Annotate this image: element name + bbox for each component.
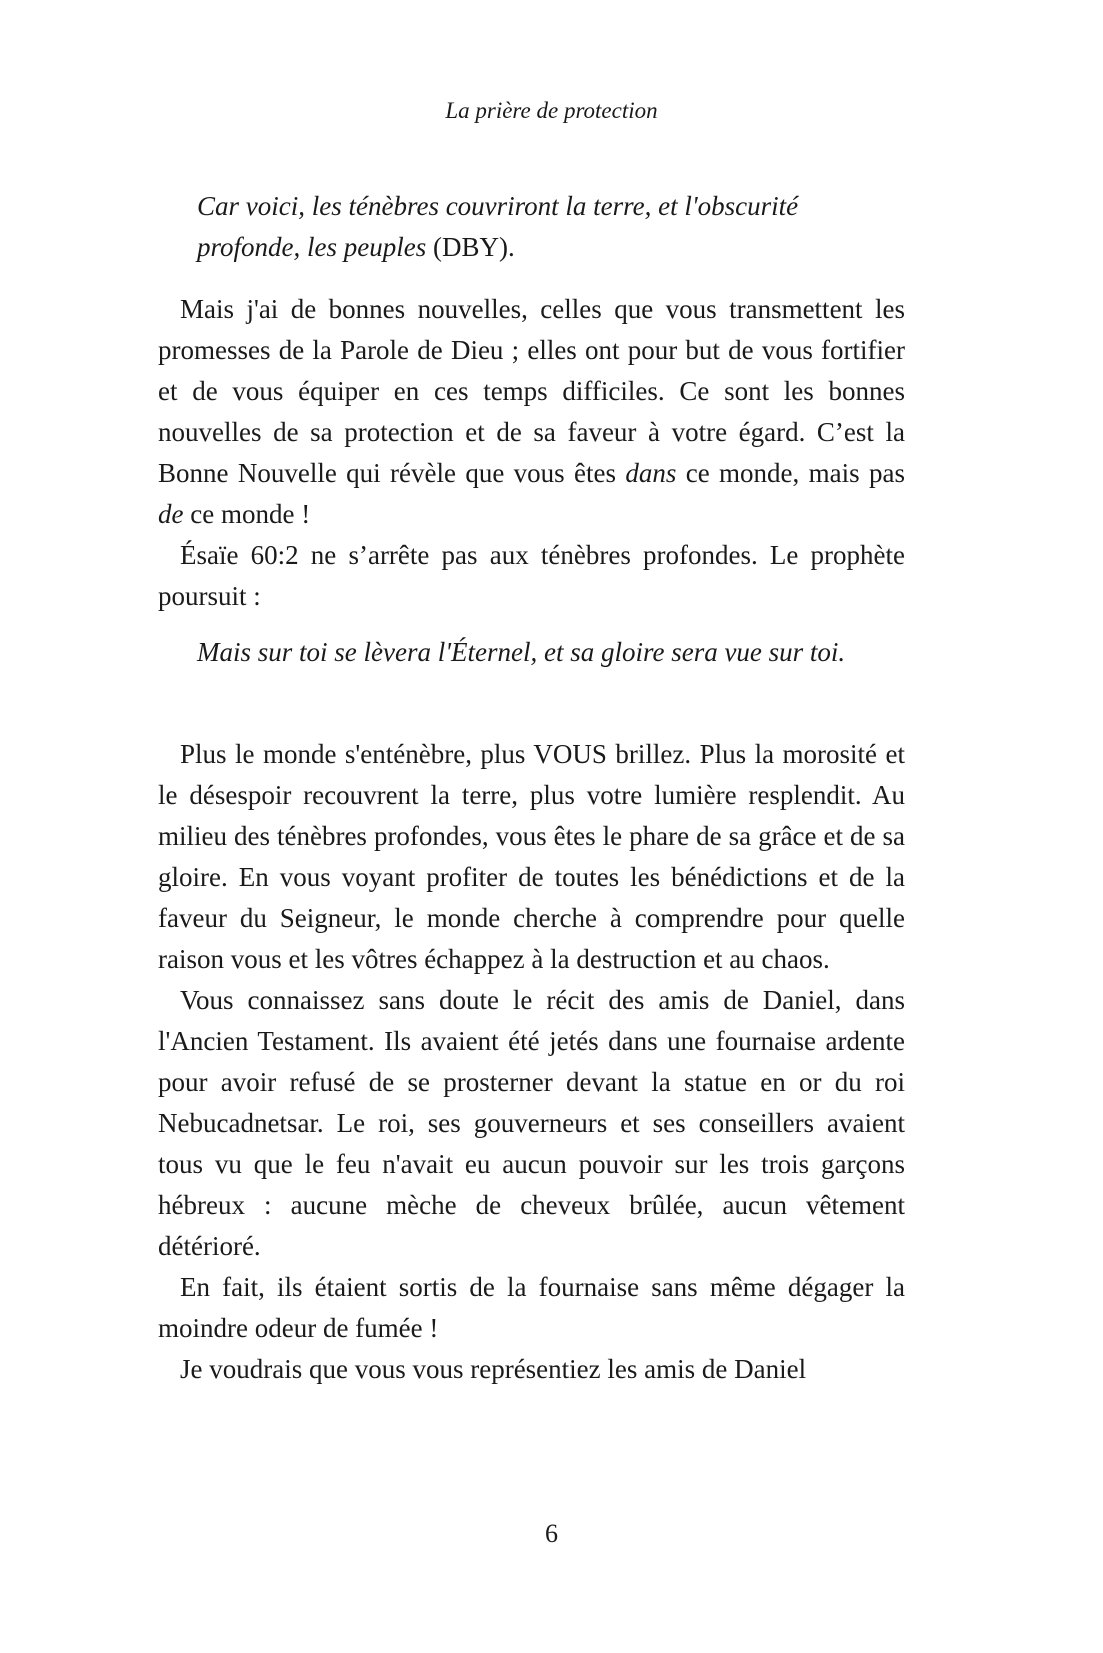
paragraph: Plus le monde s'enténèbre, plus VOUS brillez. Plus la morosité et le désespoir recouvrent la terre, plus votre lumière resplendit. Au milieu des ténèbres profondes, vous êtes le phare de sa grâce et de sa gloire. En vous voyant profiter de toutes les bénédictions et de la faveur du Seigneur, le monde cherche à comprendre pour quelle raison vous et les vôtres échappez à la destruction et au chaos. [158, 739, 905, 974]
body-block-1 [158, 289, 905, 617]
emphasis: de [158, 499, 184, 529]
quote-source: (DBY). [426, 232, 515, 262]
page-number: 6 [545, 1519, 558, 1548]
paragraph-text: Mais j'ai de bonnes nouvelles, celles que vous transmettent les promesses de la Parole de Dieu ; elles ont pour but de vous fortifier et de vous équiper en ces temps difficiles. Ce sont les bonnes nouvelles de sa protection et de sa faveur à votre égard. C’est la Bonne Nouvelle qui révèle que vous êtes [158, 294, 905, 488]
scripture-quote-2: Mais sur toi se lèvera l'Éternel, et sa gloire sera vue sur toi. [197, 637, 846, 667]
paragraph: Vous connaissez sans doute le récit des amis de Daniel, dans l'Ancien Testament. Ils avaient été jetés dans une fournaise ardente pour avoir refusé de se prosterner devant la statue en or du roi Nebucadnetsar. Le roi, ses gouverneurs et ses conseillers avaient tous vu que le feu n'avait eu aucun pouvoir sur les trois garçons hébreux : aucune mèche de cheveux brûlée, aucun vêtement détérioré. [158, 985, 905, 1261]
paragraph [158, 289, 905, 535]
body-block-2 [158, 734, 905, 1390]
paragraph-text: ce monde ! [183, 499, 311, 529]
paragraph-text: ce monde, mais pas [676, 458, 905, 488]
running-head: La prière de protection [445, 98, 658, 123]
paragraph: En fait, ils étaient sortis de la fournaise sans même dégager la moindre odeur de fumée ! [158, 1272, 905, 1343]
scripture-quote-1 [197, 186, 867, 268]
quote-text: Car voici, les ténèbres couvriront la terre, et l'obscurité profonde, les peuples [197, 191, 799, 262]
paragraph: Ésaïe 60:2 ne s’arrête pas aux ténèbres profondes. Le prophète poursuit : [158, 540, 905, 611]
emphasis: dans [625, 458, 677, 488]
paragraph: Je voudrais que vous vous représentiez les amis de Daniel [180, 1354, 807, 1384]
